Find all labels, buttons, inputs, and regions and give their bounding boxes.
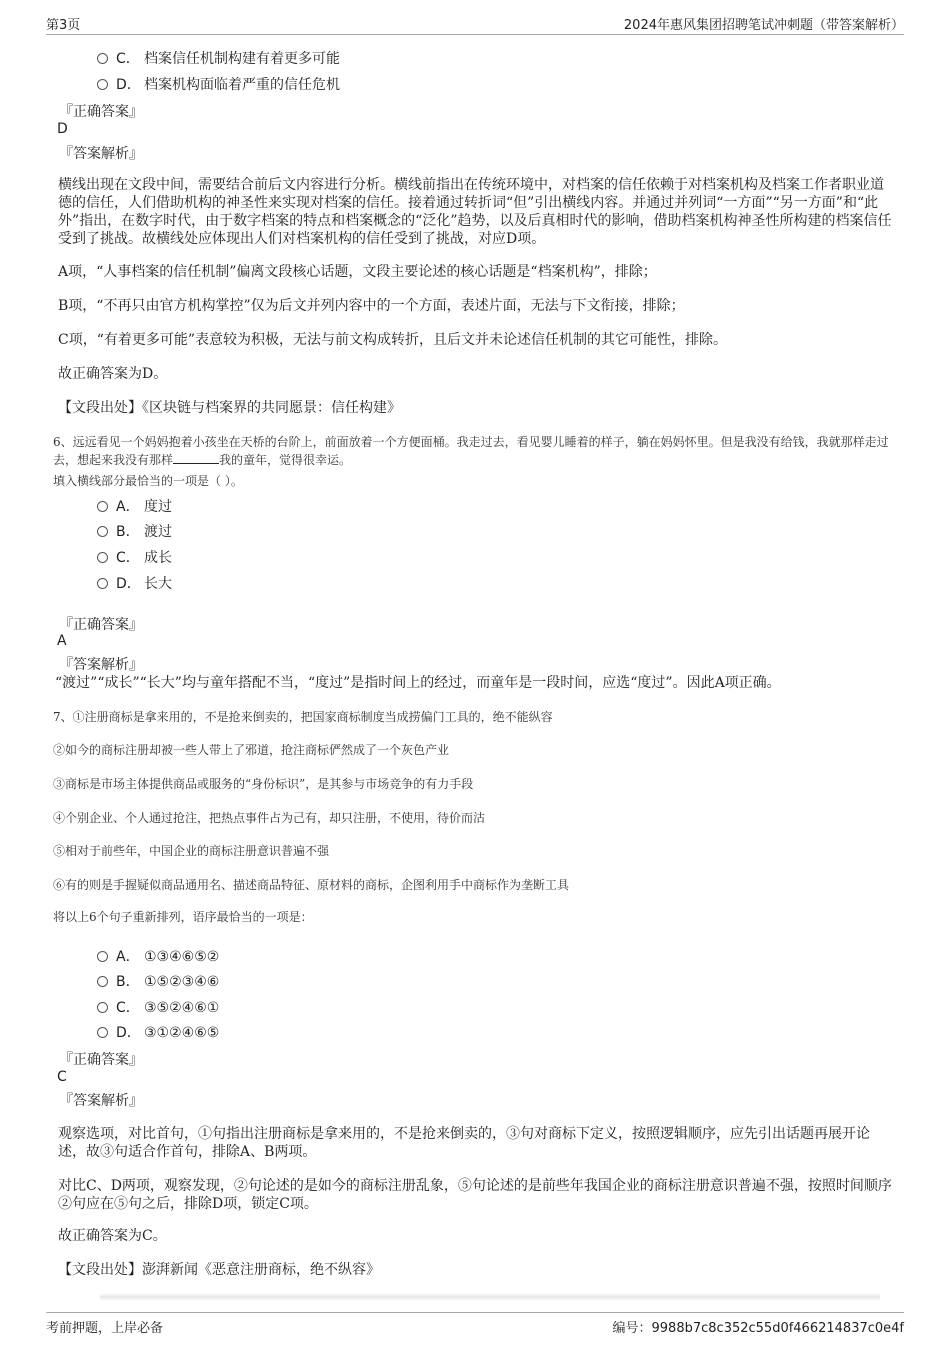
- sentence: ④个别企业、个人通过抢注，把热点事件占为己有，却只注册，不使用，待价而沽: [53, 811, 486, 825]
- answer-label: 『正确答案』: [59, 617, 143, 633]
- analysis-paragraph: B项，“不再只由官方机构掌控”仅为后文并列内容中的一个方面，表述片面，无法与下文衔接，排除；: [58, 298, 685, 314]
- radio-icon[interactable]: [97, 53, 108, 64]
- sentence: ⑤相对于前些年，中国企业的商标注册意识普遍不强: [53, 844, 330, 858]
- q6-option-d[interactable]: D． 长大: [97, 573, 172, 593]
- radio-icon[interactable]: [97, 976, 108, 987]
- answer-label: 『正确答案』: [59, 1052, 143, 1068]
- question-prompt: 填入横线部分最恰当的一项是（ ）。: [53, 474, 243, 488]
- radio-icon[interactable]: [97, 526, 108, 537]
- sentence: ③商标是市场主体提供商品或服务的“身份标识”，是其参与市场竞争的有力手段: [53, 777, 474, 791]
- analysis-paragraph: C项，“有着更多可能”表意较为积极，无法与前文构成转折，且后文并未论述信任机制的其它可能性，排除。: [58, 332, 728, 348]
- page-header: [46, 14, 904, 35]
- radio-icon[interactable]: [97, 1002, 108, 1013]
- sentence: ②如今的商标注册却被一些人带上了邪道，抢注商标俨然成了一个灰色产业: [53, 743, 450, 757]
- q6-option-b[interactable]: B． 渡过: [97, 521, 172, 541]
- q6-option-a[interactable]: A． 度过: [97, 496, 172, 516]
- footer-slogan: 考前押题，上岸必备: [46, 1321, 164, 1336]
- analysis-paragraph: “渡过”“成长”“长大”均与童年搭配不当，“度过”是指时间上的经过，而童年是一段时间，应选“度过”。因此A项正确。: [55, 675, 781, 691]
- analysis-label: 『答案解析』: [59, 657, 143, 673]
- analysis-conclusion: 故正确答案为D。: [58, 366, 168, 382]
- radio-icon[interactable]: [97, 1027, 108, 1038]
- q6-option-c[interactable]: C． 成长: [97, 547, 172, 567]
- page-cutoff: [100, 1293, 880, 1301]
- q7-option-a[interactable]: A． ①③④⑥⑤②: [97, 946, 219, 966]
- source-citation: 【文段出处】澎湃新闻《恶意注册商标，绝不纵容》: [58, 1262, 380, 1278]
- answer-value: A: [57, 633, 67, 649]
- q7-option-c[interactable]: C． ③⑤②④⑥①: [97, 997, 219, 1017]
- document-id: 编号：9988b7c8c352c55d0f466214837c0e4f: [612, 1321, 904, 1336]
- analysis-label: 『答案解析』: [59, 1093, 143, 1109]
- sentence: 7、①注册商标是拿来用的，不是抢来倒卖的，把国家商标制度当成捞偏门工具的，绝不能纵容: [53, 710, 553, 724]
- q5-option-c[interactable]: C． 档案信任机制构建有着更多可能: [97, 48, 340, 68]
- analysis-paragraph: 对比C、D两项，观察发现，②句论述的是如今的商标注册乱象，⑤句论述的是前些年我国企业的商标注册意识普遍不强，按照时间顺序②句应在⑤句之后，排除D项，锁定C项。: [58, 1178, 892, 1212]
- q5-option-d[interactable]: D． 档案机构面临着严重的信任危机: [97, 74, 340, 94]
- answer-label: 『正确答案』: [59, 104, 143, 120]
- analysis-paragraph: 观察选项，对比首句，①句指出注册商标是拿来用的，不是抢来倒卖的，③句对商标下定义，按照逻辑顺序，应先引出话题再展开论述，故③句适合作首句，排除A、B两项。: [58, 1126, 870, 1160]
- fill-blank: [173, 463, 219, 464]
- source-citation: 【文段出处】《区块链与档案界的共同愿景：信任构建》: [58, 400, 401, 416]
- question-prompt: 将以上6个句子重新排列，语序最恰当的一项是：: [53, 910, 313, 924]
- radio-icon[interactable]: [97, 79, 108, 90]
- radio-icon[interactable]: [97, 552, 108, 563]
- analysis-paragraph: 横线出现在文段中间，需要结合前后文内容进行分析。横线前指出在传统环境中，对档案的信任依赖于对档案机构及档案工作者职业道德的信任，人们借助机构的神圣性来实现对档案的信任。接着通过转折词“但”引出横线内容。并通过并列词“一方面”“另一方面”和“此外”指出，在数字时代，由于数字档案的特点和档案概念的“泛化”趋势，以及后真相时代的影响，借助档案机构神圣性所构建的档案信任受到了挑战。故横线处应体现出人们对档案机构的信任受到了挑战，对应D项。: [58, 177, 892, 247]
- radio-icon[interactable]: [97, 501, 108, 512]
- analysis-label: 『答案解析』: [59, 146, 143, 162]
- analysis-paragraph: A项，“人事档案的信任机制”偏离文段核心话题，文段主要论述的核心话题是“档案机构”，排除；: [58, 264, 657, 280]
- page-footer: [46, 1312, 904, 1335]
- radio-icon[interactable]: [97, 578, 108, 589]
- document-title: 2024年惠风集团招聘笔试冲刺题（带答案解析）: [623, 18, 904, 33]
- question-stem: 6、远远看见一个妈妈抱着小孩坐在天桥的台阶上，前面放着一个方便面桶。我走过去，看见婴儿睡着的样子，躺在妈妈怀里。但是我没有给钱，我就那样走过去，想起来我没有那样 我的童年，觉得很幸运。: [53, 435, 889, 467]
- q7-option-b[interactable]: B． ①⑤②③④⑥: [97, 971, 219, 991]
- radio-icon[interactable]: [97, 951, 108, 962]
- q7-option-d[interactable]: D． ③①②④⑥⑤: [97, 1022, 219, 1042]
- answer-value: D: [57, 121, 68, 137]
- analysis-conclusion: 故正确答案为C。: [58, 1228, 167, 1244]
- answer-value: C: [57, 1069, 67, 1085]
- page-number: 第3页: [46, 18, 81, 33]
- sentence: ⑥有的则是手握疑似商品通用名、描述商品特征、原材料的商标，企图利用手中商标作为垄断工具: [53, 878, 570, 892]
